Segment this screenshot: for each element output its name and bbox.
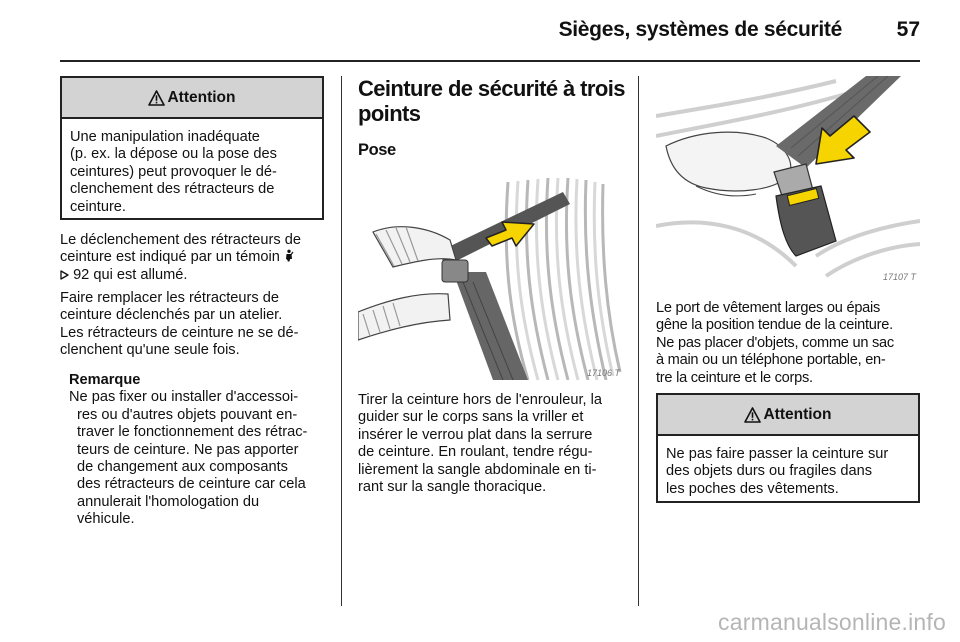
text-line: Faire remplacer les rétracteurs de <box>60 290 279 306</box>
text-line: gêne la position tendue de la ceinture. <box>656 317 893 334</box>
text-line: ceinture. <box>70 198 126 215</box>
text-line: de changement aux composants <box>77 459 288 476</box>
text-line: des rétracteurs de ceinture car cela <box>77 476 306 493</box>
text-line: Tirer la ceinture hors de l'enrouleur, la <box>358 392 602 408</box>
paragraph-retractor-indicator <box>60 232 335 284</box>
text-line: guider sur le corps sans la vriller et <box>358 409 584 426</box>
text-line: Le déclenchement des rétracteurs de <box>60 232 301 248</box>
warning-header <box>62 78 322 119</box>
text-line: clenchent qu'une seule fois. <box>60 342 240 359</box>
warning-triangle-icon <box>148 90 165 106</box>
page-header-title: Sièges, systèmes de sécurité <box>558 18 842 41</box>
figure-code: 17107 T <box>882 272 916 282</box>
text-line: rant sur la sangle thoracique. <box>358 479 547 496</box>
text-line: ceinture déclenchés par un atelier. <box>60 307 283 324</box>
watermark: carmanualsonline.info <box>718 609 946 635</box>
text-line: les poches des vêtements. <box>666 480 839 497</box>
note-label: Remarque <box>69 372 141 388</box>
warning-text <box>62 119 322 216</box>
page-reference-arrow-icon <box>60 270 69 280</box>
text-line: tre la ceinture et le corps. <box>656 369 813 386</box>
illustration-pulling-belt <box>358 172 624 380</box>
illustration-buckle-insert <box>656 76 920 284</box>
text-line: 92 qui est allumé. <box>60 267 335 284</box>
title-line: Ceinture de sécurité à trois <box>358 76 625 101</box>
warning-header <box>658 395 918 436</box>
title-line: points <box>358 101 421 126</box>
buckle-insert-drawing <box>656 76 920 284</box>
paragraph-belt-instructions <box>358 392 633 496</box>
paragraph-clothing <box>656 300 928 387</box>
text-line: ceintures) peut provoquer le dé- <box>70 163 277 180</box>
column-divider-left <box>341 76 342 606</box>
subsection-title: Pose <box>358 141 396 159</box>
text-line: insérer le verrou plat dans la serrure <box>358 426 593 443</box>
section-title <box>358 76 630 126</box>
figure-code: 17106 T <box>586 368 620 378</box>
column-divider-right <box>638 76 639 606</box>
text-line: Ne pas faire passer la ceinture sur <box>666 446 889 462</box>
warning-triangle-icon <box>744 407 761 423</box>
note-block <box>69 372 335 529</box>
text-line: lièrement la sangle abdominale en ti- <box>358 461 597 478</box>
text-line: Les rétracteurs de ceinture ne se dé- <box>60 324 299 341</box>
text-line: clenchement des rétracteurs de <box>70 181 275 198</box>
paragraph-retractor-replacement <box>60 290 335 360</box>
warning-box-retractors <box>60 76 324 220</box>
text-line: Une manipulation inadéquate <box>70 129 260 145</box>
page-number: 57 <box>896 18 920 41</box>
belt-pull-drawing <box>358 172 624 380</box>
text-line: teurs de ceinture. Ne pas apporter <box>77 441 299 458</box>
text-line: Ne pas placer d'objets, comme un sac <box>656 334 894 351</box>
warning-text <box>658 436 918 498</box>
warning-heading: Attention <box>167 88 236 106</box>
text-line: à main ou un téléphone portable, en- <box>656 352 886 369</box>
text-line: ceinture est indiqué par un témoin <box>60 249 335 266</box>
text-line: res ou d'autres objets pouvant en- <box>77 406 298 423</box>
text-line: Ne pas fixer ou installer d'accessoi- <box>69 389 299 406</box>
text-line: des objets durs ou fragiles dans <box>666 463 873 480</box>
text-line: de ceinture. En roulant, tendre régu- <box>358 444 593 461</box>
text-line: (p. ex. la dépose ou la pose des <box>70 146 277 163</box>
text-line: Le port de vêtement larges ou épais <box>656 300 881 316</box>
header-rule <box>60 60 920 62</box>
text-line: annulerait l'homologation du <box>77 493 260 510</box>
warning-heading: Attention <box>763 405 832 423</box>
text-line: traver le fonctionnement des rétrac- <box>77 424 308 441</box>
warning-box-objects <box>656 393 920 503</box>
seatbelt-indicator-icon <box>284 249 297 262</box>
text-line: véhicule. <box>77 511 135 528</box>
